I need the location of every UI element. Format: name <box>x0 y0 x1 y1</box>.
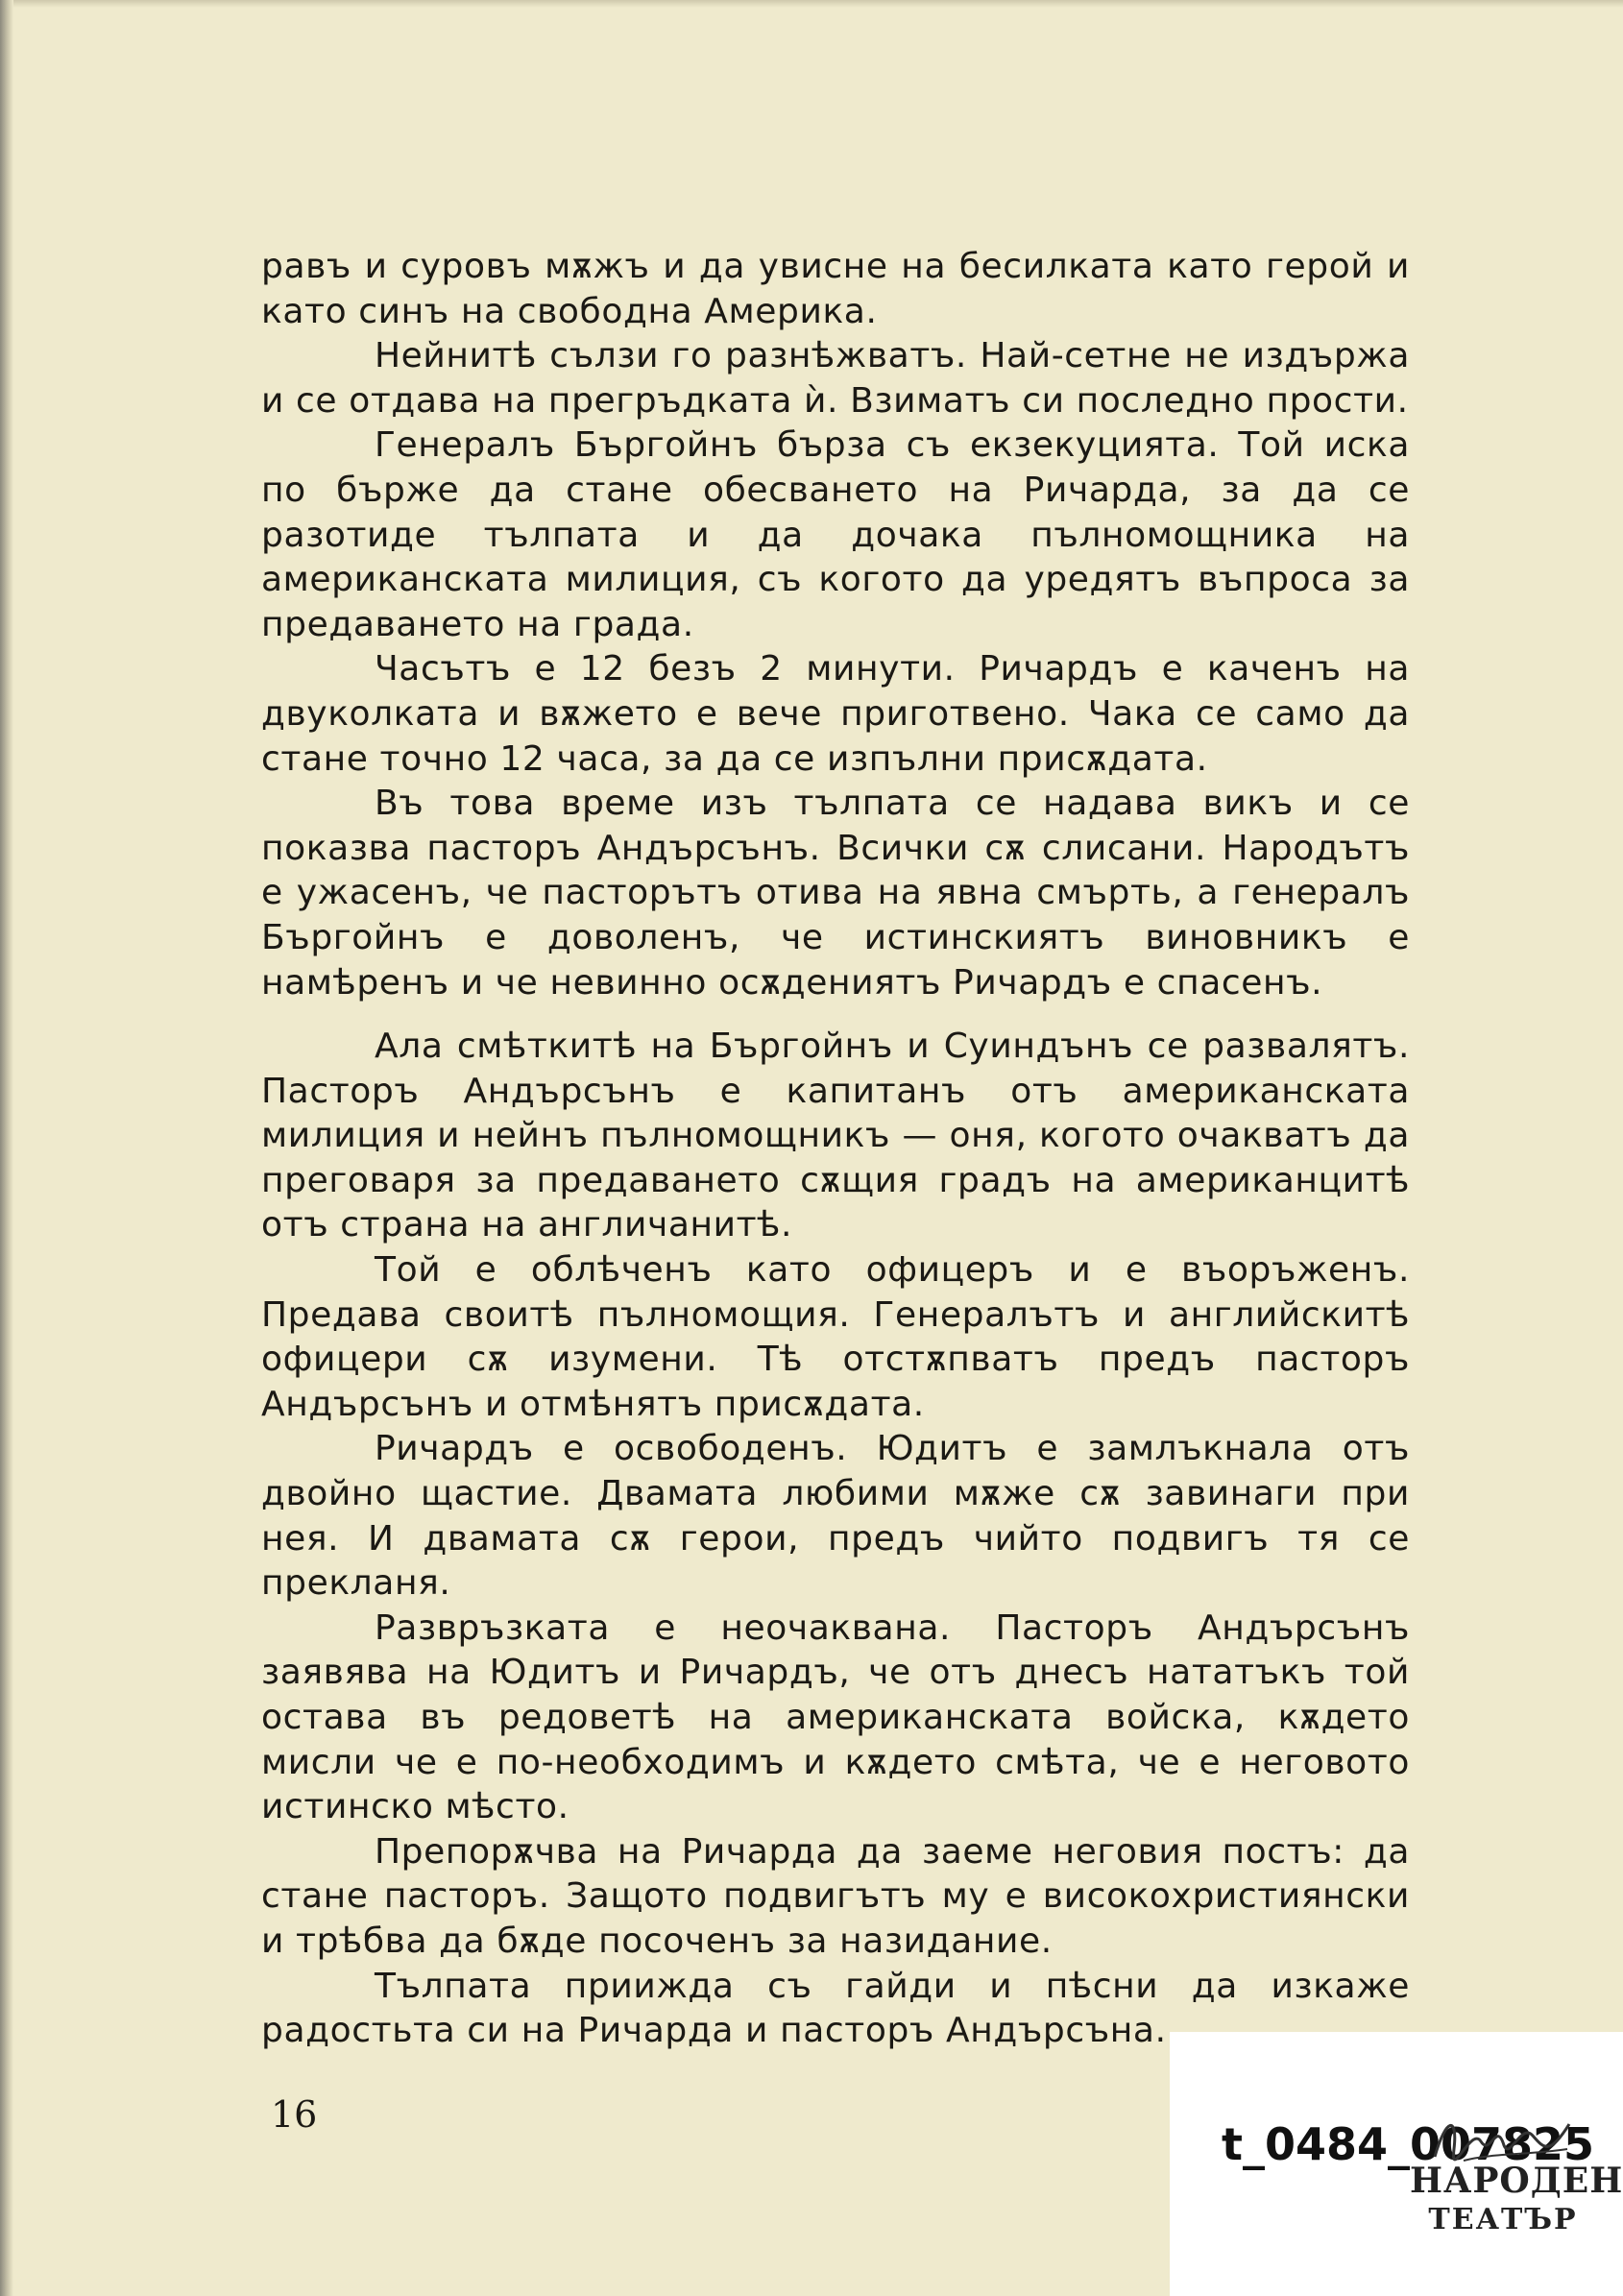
paragraph-8: Ричардъ е освободенъ. Юдитъ е замлъкнала отъ двойно щастие. Двамата любими мѫже сѫ завинаги при нея. И двамата сѫ герои, предъ чийто подвигъ тя се прекланя. <box>261 1429 1410 1604</box>
stamp-line-1: НАРОДЕН <box>1410 2161 1623 2201</box>
paragraph-6: Ала смѣткитѣ на Бъргойнъ и Суиндънъ се развалятъ. Пасторъ Андърсънъ е капитанъ отъ американската милиция и нейнъ пълномощникъ — оня, когото очакватъ да преговаря за предаването сѫщия градъ на американцитѣ отъ страна на англичанитѣ. <box>261 1027 1410 1245</box>
paragraph-4: Часътъ е 12 безъ 2 минути. Ричардъ е каченъ на двуколката и вѫжето е вече приготвено. Чака се само да стане точно 12 часа, за да се изпълни присѫдата. <box>261 649 1410 779</box>
page-binding-edge <box>0 0 13 2296</box>
paragraph-7: Той е облѣченъ като офицеръ и е въоръженъ. Предава своитѣ пълномощия. Генералътъ и английскитѣ офицери сѫ изумени. Тѣ отстѫпватъ предъ пасторъ Андърсънъ и отмѣнятъ присѫдата. <box>261 1250 1410 1424</box>
paragraph-5: Въ това време изъ тълпата се надава викъ и се показва пасторъ Андърсънъ. Всички сѫ слисани. Народътъ е ужасенъ, че пасторътъ отива на явна смърть, а генералъ Бъргойнъ е доволенъ, че истинскиятъ виновникъ е намѣренъ и че невинно осѫдениятъ Ричардъ е спасенъ. <box>261 784 1410 1003</box>
paragraph-3: Генералъ Бъргойнъ бърза съ екзекуцията. Той иска по бърже да стане обесването на Ричарда, за да се разотиде тълпата и да дочака пълномощника на американската милиция, съ когото да уредятъ въпроса за предаването на града. <box>261 425 1410 644</box>
paragraph-1: равъ и суровъ мѫжъ и да увисне на бесилката като герой и като синъ на свободна Америка. <box>261 247 1410 331</box>
theatre-stamp <box>1410 2101 1623 2293</box>
stamp-line-2: ТЕАТЪР <box>1428 2203 1578 2236</box>
paragraph-2: Нейнитѣ сълзи го разнѣжватъ. Най-сетне не издържа и се отдава на прегръдката ѝ. Взиматъ си последно прости. <box>261 336 1410 421</box>
body-text <box>261 245 1410 2054</box>
paragraph-10: Препорѫчва на Ричарда да заеме неговия постъ: да стане пасторъ. Защото подвигътъ му е високохристиянски и трѣбва да бѫде посоченъ за назидание. <box>261 1831 1410 1961</box>
page-number: 16 <box>271 2093 318 2136</box>
paragraph-9: Развръзката е неочаквана. Пасторъ Андърсънъ заявява на Юдитъ и Ричардъ, че отъ днесъ нататъкъ той остава въ редоветѣ на американската войска, кѫдето мисли че е по-необходимъ и кѫдето смѣта, че е неговото истинско мѣсто. <box>261 1607 1410 1827</box>
page-top-edge <box>0 0 1623 8</box>
paragraph-11: Тълпата приижда съ гайди и пѣсни да изкаже радостьта си на Ричарда и пасторъ Андърсъна. <box>261 1966 1410 2051</box>
inventory-number: t_0484_007825 <box>1222 2118 1595 2170</box>
